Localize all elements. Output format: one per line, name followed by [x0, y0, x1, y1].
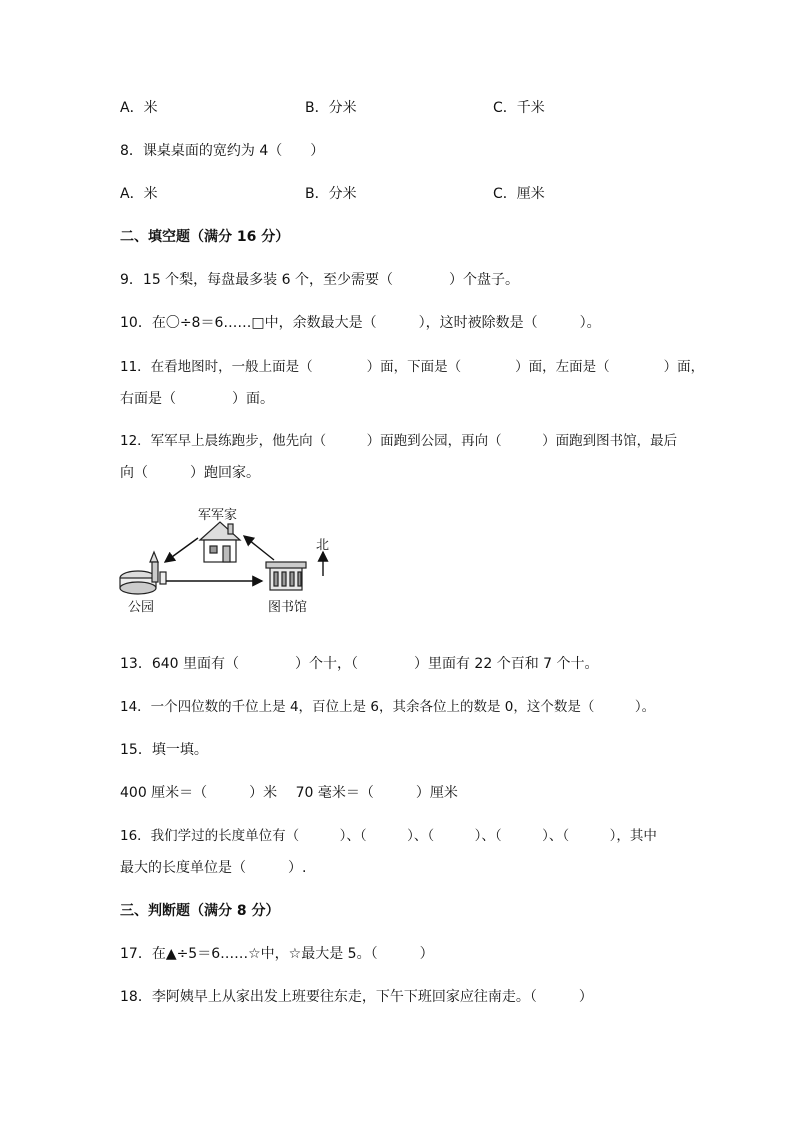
- q8-option-b: B．分米: [305, 186, 357, 202]
- q13-text: 13．640 里面有（ ）个十，（ ）里面有 22 个百和 7 个十。: [120, 656, 599, 672]
- q14-text: 14．一个四位数的千位上是 4，百位上是 6，其余各位上的数是 0，这个数是（ ）。: [120, 699, 656, 715]
- q8-text: 8．课桌桌面的宽约为 4（ ）: [120, 143, 325, 159]
- q18-text: 18．李阿姨早上从家出发上班要往东走，下午下班回家应往南走。（ ）: [120, 989, 593, 1005]
- q16-line2: 最大的长度单位是（ ）.: [120, 860, 307, 876]
- home-house-icon: [200, 522, 240, 562]
- q8-option-a: A．米: [120, 186, 158, 202]
- q17-text: 17．在▲÷5＝6……☆中，☆最大是 5。（ ）: [120, 946, 434, 962]
- arrow-home-to-park: [165, 538, 198, 562]
- q7-option-c: C．千米: [493, 100, 545, 116]
- arrow-library-to-home: [244, 536, 274, 560]
- q15-text: 15．填一填。: [120, 742, 208, 758]
- q15-fill-line: 400 厘米＝（ ）米 70 毫米＝（ ）厘米: [120, 785, 458, 801]
- library-icon: [266, 562, 306, 590]
- q9-text: 9．15 个梨，每盘最多装 6 个，至少需要（ ）个盘子。: [120, 272, 519, 288]
- q8-option-c: C．厘米: [493, 186, 545, 202]
- q12-line2: 向（ ）跑回家。: [120, 465, 260, 481]
- north-label: 北: [316, 538, 330, 553]
- q11-line1: 11．在看地图时，一般上面是（ ）面，下面是（ ）面，左面是（ ）面，: [120, 359, 705, 375]
- park-icon: [120, 552, 166, 594]
- q12-line1: 12．军军早上晨练跑步，他先向（ ）面跑到公园，再向（ ）面跑到图书馆，最后: [120, 433, 678, 449]
- q7-option-b: B．分米: [305, 100, 357, 116]
- q10-text: 10．在〇÷8＝6……□中，余数最大是（ ），这时被除数是（ ）。: [120, 315, 601, 331]
- q11-line2: 右面是（ ）面。: [120, 391, 274, 407]
- park-label: 公园: [128, 600, 155, 615]
- q7-option-a: A．米: [120, 100, 158, 116]
- library-label: 图书馆: [268, 600, 308, 615]
- q12-map-figure: [110, 500, 370, 620]
- q16-line1: 16．我们学过的长度单位有（ ）、（ ）、（ ）、（ ）、（ ），其中: [120, 828, 657, 844]
- section-3-heading: 三、判断题（满分 8 分）: [120, 903, 280, 919]
- section-2-heading: 二、填空题（满分 16 分）: [120, 229, 290, 245]
- home-label: 军军家: [198, 508, 238, 523]
